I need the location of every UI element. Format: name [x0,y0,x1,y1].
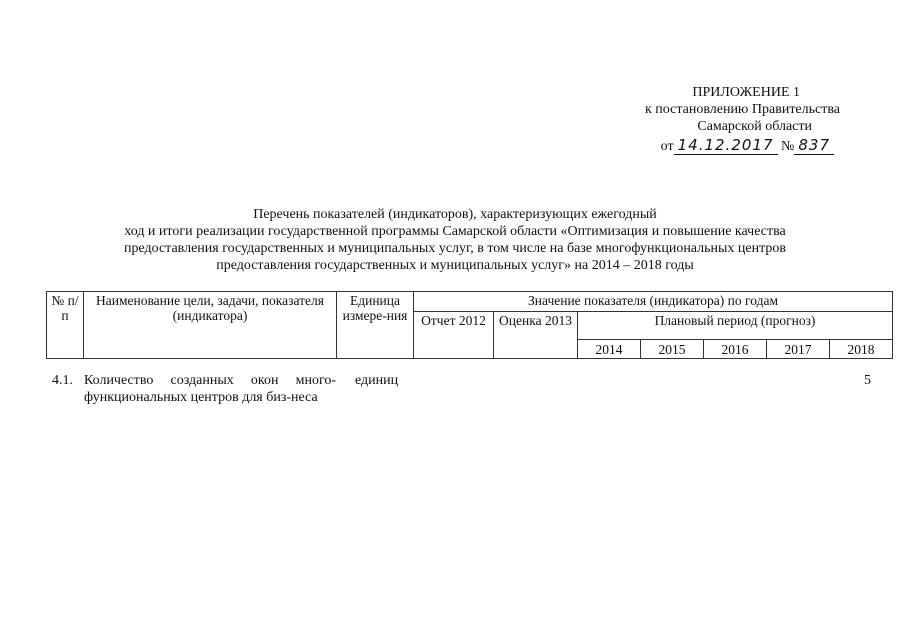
header-year-2018: 2018 [830,340,893,359]
header-report-2012: Отчет 2012 [414,312,494,359]
document-title [60,206,850,274]
row-unit: единиц [355,373,399,388]
header-planned: Плановый период (прогноз) [578,312,893,340]
header-name: Наименование цели, задачи, показателя (индикатора) [84,292,337,359]
header-year-2015: 2015 [641,340,704,359]
title-line-3: предоставления государственных и муниципальных услуг, в том числе на базе многофункциональных центров [123,241,787,256]
appendix-header [560,84,840,155]
title-line-4: предоставления государственных и муниципальных услуг» на 2014 – 2018 годы [216,258,694,273]
header-estimate-2013: Оценка 2013 [494,312,578,359]
header-values: Значение показателя (индикатора) по годам [414,292,893,312]
indicators-table [46,291,893,359]
header-year-2017: 2017 [767,340,830,359]
appendix-date-row [560,137,840,155]
appendix-resolution: к постановлению Правительства [644,102,840,117]
appendix-title: ПРИЛОЖЕНИЕ 1 [692,85,800,100]
row-indicator-name: Количество созданных окон много-функциональных центров для биз-неса [84,373,336,405]
title-line-2: ход и итоги реализации государственной программы Самарской области «Оптимизация и повышение качества [124,224,786,239]
appendix-region: Самарской области [697,119,812,134]
header-year-2014: 2014 [578,340,641,359]
row-number: 4.1. [52,373,73,388]
header-unit: Единица измере-ния [337,292,414,359]
header-year-2016: 2016 [704,340,767,359]
handwritten-date: 14.12.2017 [674,136,778,155]
title-line-1: Перечень показателей (индикаторов), характеризующих ежегодный [253,207,657,222]
header-num: № п/п [47,292,84,359]
date-prefix: от [660,139,674,154]
row-value-2018: 5 [864,373,871,388]
handwritten-number: 837 [794,136,834,155]
number-prefix: № [781,139,795,154]
